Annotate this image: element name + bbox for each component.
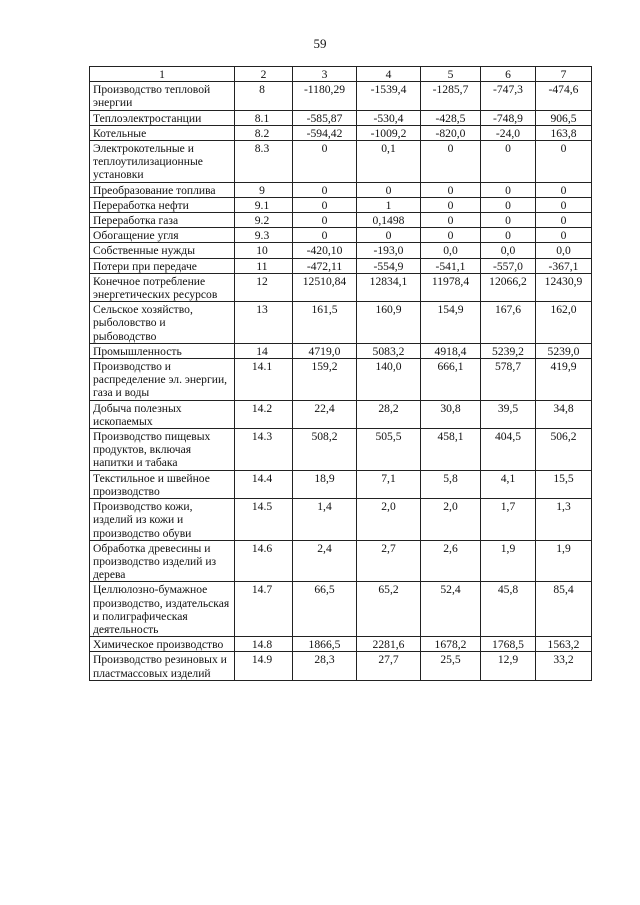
value-col-4-cell: 1	[357, 197, 421, 212]
value-col-6-cell: 45,8	[481, 582, 536, 637]
value-col-6-cell: -747,3	[481, 82, 536, 110]
value-col-3-cell: 12510,84	[293, 273, 357, 301]
indicator-cell: Текстильное и швейное производство	[90, 470, 235, 498]
table-row	[90, 197, 592, 212]
indicator-cell: Производство кожи, изделий из кожи и производство обуви	[90, 499, 235, 541]
value-col-4-cell: -554,9	[357, 258, 421, 273]
value-col-5-cell: 1678,2	[421, 637, 481, 652]
column-header-6: 6	[481, 67, 536, 82]
table-row	[90, 637, 592, 652]
indicator-cell: Обогащение угля	[90, 228, 235, 243]
value-col-5-cell: 0,0	[421, 243, 481, 258]
value-col-3-cell: 1866,5	[293, 637, 357, 652]
value-col-7-cell: 1563,2	[536, 637, 592, 652]
value-col-5-cell: -428,5	[421, 110, 481, 125]
value-col-3-cell: 0	[293, 141, 357, 183]
indicator-cell: Обработка древесины и производство изделий из дерева	[90, 540, 235, 582]
value-col-3-cell: 508,2	[293, 429, 357, 471]
value-col-4-cell: 27,7	[357, 652, 421, 680]
value-col-3-cell: 22,4	[293, 400, 357, 428]
table-row	[90, 213, 592, 228]
indicator-cell: Целлюлозно-бумажное производство, издательская и полиграфическая деятельность	[90, 582, 235, 637]
indicator-cell: Сельское хозяйство, рыболовство и рыбоводство	[90, 302, 235, 344]
indicator-cell: Добыча полезных ископаемых	[90, 400, 235, 428]
table-row	[90, 540, 592, 582]
row-code-cell: 14.5	[235, 499, 293, 541]
page-number: 59	[313, 36, 327, 51]
value-col-3-cell: -420,10	[293, 243, 357, 258]
value-col-7-cell: -367,1	[536, 258, 592, 273]
row-code-cell: 8.3	[235, 141, 293, 183]
table-row	[90, 125, 592, 140]
value-col-3-cell: 66,5	[293, 582, 357, 637]
value-col-4-cell: 7,1	[357, 470, 421, 498]
value-col-7-cell: 15,5	[536, 470, 592, 498]
value-col-7-cell: 1,3	[536, 499, 592, 541]
value-col-4-cell: 28,2	[357, 400, 421, 428]
value-col-6-cell: 5239,2	[481, 343, 536, 358]
table-row	[90, 400, 592, 428]
row-code-cell: 10	[235, 243, 293, 258]
value-col-5-cell: 30,8	[421, 400, 481, 428]
value-col-7-cell: 12430,9	[536, 273, 592, 301]
value-col-5-cell: 2,0	[421, 499, 481, 541]
table-row	[90, 652, 592, 680]
row-code-cell: 8.2	[235, 125, 293, 140]
value-col-7-cell: 906,5	[536, 110, 592, 125]
value-col-6-cell: 4,1	[481, 470, 536, 498]
value-col-5-cell: 666,1	[421, 359, 481, 401]
value-col-7-cell: 5239,0	[536, 343, 592, 358]
value-col-3-cell: 0	[293, 182, 357, 197]
value-col-3-cell: 4719,0	[293, 343, 357, 358]
value-col-6-cell: -557,0	[481, 258, 536, 273]
value-col-6-cell: 0,0	[481, 243, 536, 258]
table-row	[90, 343, 592, 358]
value-col-4-cell: 160,9	[357, 302, 421, 344]
indicator-cell: Котельные	[90, 125, 235, 140]
value-col-5-cell: 0	[421, 197, 481, 212]
table-row	[90, 243, 592, 258]
value-col-3-cell: 1,4	[293, 499, 357, 541]
row-code-cell: 13	[235, 302, 293, 344]
indicator-cell: Электрокотельные и теплоутилизационные установки	[90, 141, 235, 183]
column-header-4: 4	[357, 67, 421, 82]
indicator-cell: Переработка газа	[90, 213, 235, 228]
value-col-6-cell: 12066,2	[481, 273, 536, 301]
value-col-5-cell: 154,9	[421, 302, 481, 344]
value-col-3-cell: 28,3	[293, 652, 357, 680]
value-col-4-cell: 2281,6	[357, 637, 421, 652]
value-col-6-cell: 12,9	[481, 652, 536, 680]
table-row	[90, 470, 592, 498]
value-col-7-cell: 0	[536, 228, 592, 243]
value-col-3-cell: 2,4	[293, 540, 357, 582]
value-col-4-cell: -530,4	[357, 110, 421, 125]
row-code-cell: 8.1	[235, 110, 293, 125]
value-col-3-cell: -472,11	[293, 258, 357, 273]
value-col-7-cell: 0	[536, 182, 592, 197]
row-code-cell: 14.7	[235, 582, 293, 637]
row-code-cell: 14.1	[235, 359, 293, 401]
value-col-3-cell: 161,5	[293, 302, 357, 344]
value-col-3-cell: 0	[293, 228, 357, 243]
table-row	[90, 499, 592, 541]
value-col-4-cell: -1009,2	[357, 125, 421, 140]
value-col-4-cell: 140,0	[357, 359, 421, 401]
value-col-5-cell: 0	[421, 141, 481, 183]
value-col-4-cell: -1539,4	[357, 82, 421, 110]
row-code-cell: 12	[235, 273, 293, 301]
indicator-cell: Производство резиновых и пластмассовых изделий	[90, 652, 235, 680]
energy-balance-table	[89, 66, 592, 681]
value-col-3-cell: 159,2	[293, 359, 357, 401]
row-code-cell: 11	[235, 258, 293, 273]
value-col-7-cell: 163,8	[536, 125, 592, 140]
value-col-5-cell: -1285,7	[421, 82, 481, 110]
value-col-5-cell: 2,6	[421, 540, 481, 582]
column-header-1: 1	[90, 67, 235, 82]
indicator-cell: Теплоэлектростанции	[90, 110, 235, 125]
value-col-4-cell: 2,0	[357, 499, 421, 541]
value-col-7-cell: 0	[536, 197, 592, 212]
row-code-cell: 9.1	[235, 197, 293, 212]
value-col-5-cell: -820,0	[421, 125, 481, 140]
value-col-3-cell: -585,87	[293, 110, 357, 125]
value-col-5-cell: 11978,4	[421, 273, 481, 301]
table-row	[90, 258, 592, 273]
value-col-7-cell: 0	[536, 213, 592, 228]
value-col-6-cell: 39,5	[481, 400, 536, 428]
table-row	[90, 359, 592, 401]
row-code-cell: 14.9	[235, 652, 293, 680]
indicator-cell: Производство тепловой энергии	[90, 82, 235, 110]
value-col-3-cell: 0	[293, 213, 357, 228]
value-col-4-cell: 505,5	[357, 429, 421, 471]
table-row	[90, 182, 592, 197]
value-col-6-cell: 0	[481, 182, 536, 197]
value-col-6-cell: 0	[481, 228, 536, 243]
value-col-5-cell: 4918,4	[421, 343, 481, 358]
value-col-3-cell: -1180,29	[293, 82, 357, 110]
row-code-cell: 14	[235, 343, 293, 358]
value-col-6-cell: 1,9	[481, 540, 536, 582]
value-col-7-cell: -474,6	[536, 82, 592, 110]
value-col-5-cell: 25,5	[421, 652, 481, 680]
table-row	[90, 429, 592, 471]
value-col-4-cell: -193,0	[357, 243, 421, 258]
row-code-cell: 9.3	[235, 228, 293, 243]
value-col-6-cell: 1,7	[481, 499, 536, 541]
value-col-6-cell: 404,5	[481, 429, 536, 471]
row-code-cell: 9	[235, 182, 293, 197]
row-code-cell: 14.8	[235, 637, 293, 652]
value-col-4-cell: 0	[357, 228, 421, 243]
value-col-7-cell: 419,9	[536, 359, 592, 401]
table-row	[90, 302, 592, 344]
row-code-cell: 8	[235, 82, 293, 110]
value-col-5-cell: 52,4	[421, 582, 481, 637]
table-row	[90, 273, 592, 301]
row-code-cell: 9.2	[235, 213, 293, 228]
column-header-3: 3	[293, 67, 357, 82]
value-col-3-cell: -594,42	[293, 125, 357, 140]
value-col-4-cell: 5083,2	[357, 343, 421, 358]
value-col-4-cell: 0,1	[357, 141, 421, 183]
indicator-cell: Химическое производство	[90, 637, 235, 652]
column-header-7: 7	[536, 67, 592, 82]
value-col-7-cell: 506,2	[536, 429, 592, 471]
table-row	[90, 110, 592, 125]
row-code-cell: 14.3	[235, 429, 293, 471]
value-col-5-cell: 0	[421, 228, 481, 243]
value-col-6-cell: 1768,5	[481, 637, 536, 652]
value-col-7-cell: 34,8	[536, 400, 592, 428]
value-col-5-cell: -541,1	[421, 258, 481, 273]
value-col-5-cell: 458,1	[421, 429, 481, 471]
table-row	[90, 228, 592, 243]
value-col-5-cell: 0	[421, 213, 481, 228]
table-row	[90, 82, 592, 110]
table-row	[90, 582, 592, 637]
value-col-6-cell: 0	[481, 213, 536, 228]
value-col-7-cell: 0,0	[536, 243, 592, 258]
value-col-5-cell: 0	[421, 182, 481, 197]
value-col-4-cell: 12834,1	[357, 273, 421, 301]
row-code-cell: 14.6	[235, 540, 293, 582]
indicator-cell: Собственные нужды	[90, 243, 235, 258]
indicator-cell: Промышленность	[90, 343, 235, 358]
value-col-3-cell: 18,9	[293, 470, 357, 498]
table-header-row	[90, 67, 592, 82]
value-col-6-cell: 0	[481, 197, 536, 212]
value-col-7-cell: 85,4	[536, 582, 592, 637]
indicator-cell: Конечное потребление энергетических ресурсов	[90, 273, 235, 301]
value-col-4-cell: 2,7	[357, 540, 421, 582]
value-col-3-cell: 0	[293, 197, 357, 212]
value-col-4-cell: 0	[357, 182, 421, 197]
value-col-4-cell: 0,1498	[357, 213, 421, 228]
value-col-6-cell: -24,0	[481, 125, 536, 140]
row-code-cell: 14.4	[235, 470, 293, 498]
indicator-cell: Преобразование топлива	[90, 182, 235, 197]
value-col-6-cell: -748,9	[481, 110, 536, 125]
value-col-6-cell: 578,7	[481, 359, 536, 401]
row-code-cell: 14.2	[235, 400, 293, 428]
table-row	[90, 141, 592, 183]
value-col-7-cell: 1,9	[536, 540, 592, 582]
value-col-4-cell: 65,2	[357, 582, 421, 637]
value-col-6-cell: 167,6	[481, 302, 536, 344]
column-header-2: 2	[235, 67, 293, 82]
value-col-6-cell: 0	[481, 141, 536, 183]
column-header-5: 5	[421, 67, 481, 82]
indicator-cell: Производство и распределение эл. энергии, газа и воды	[90, 359, 235, 401]
value-col-5-cell: 5,8	[421, 470, 481, 498]
value-col-7-cell: 33,2	[536, 652, 592, 680]
indicator-cell: Переработка нефти	[90, 197, 235, 212]
value-col-7-cell: 162,0	[536, 302, 592, 344]
value-col-7-cell: 0	[536, 141, 592, 183]
indicator-cell: Производство пищевых продуктов, включая напитки и табака	[90, 429, 235, 471]
indicator-cell: Потери при передаче	[90, 258, 235, 273]
